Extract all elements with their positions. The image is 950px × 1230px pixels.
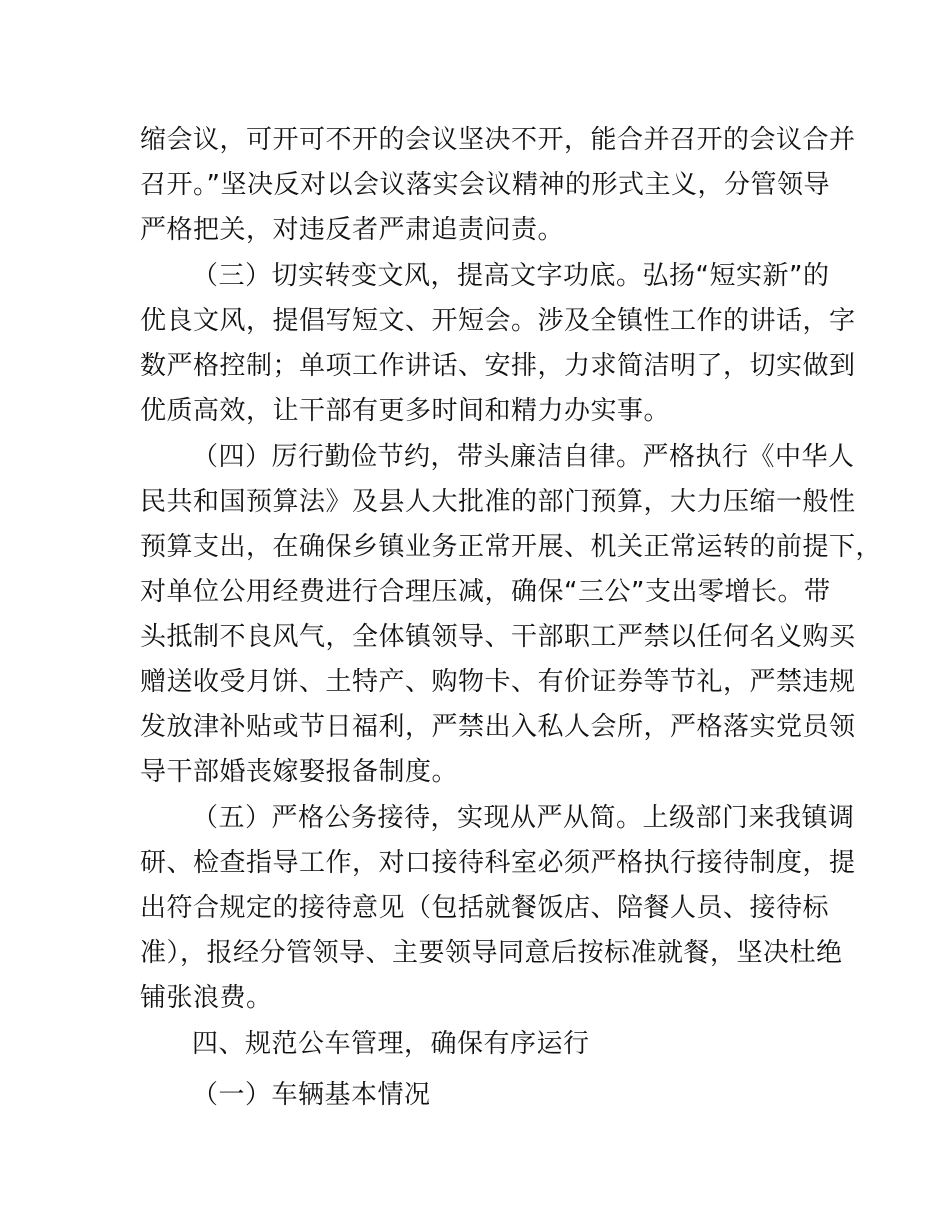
text-line: 头抵制不良风气，全体镇领导、干部职工严禁以任何名义购买 [140, 622, 856, 652]
text-line: 准），报经分管领导、主要领导同意后按标准就餐，坚决杜绝 [140, 938, 843, 968]
text-line: 数严格控制；单项工作讲话、安排，力求简洁明了，切实做到 [140, 351, 856, 381]
text-line: 民共和国预算法》及县人大批准的部门预算，大力压缩一般性 [140, 487, 856, 517]
text-line: 预算支出，在确保乡镇业务正常开展、机关正常运转的前提下， [140, 532, 883, 562]
text-line: 赠送收受月饼、土特产、购物卡、有价证券等节礼，严禁违规 [140, 667, 856, 697]
text-line: 研、检查指导工作，对口接待科室必须严格执行接待制度，提 [140, 848, 856, 878]
text-line: 缩会议，可开可不开的会议坚决不开，能合并召开的会议合并 [140, 125, 856, 155]
paragraph-start-line: （四）厉行勤俭节约，带头廉洁自律。严格执行《中华人 [192, 442, 855, 472]
paragraph-start-line: （五）严格公务接待，实现从严从简。上级部门来我镇调 [192, 803, 855, 833]
text-line: 严格把关，对违反者严肃追责问责。 [140, 215, 565, 245]
text-line: 出符合规定的接待意见（包括就餐饭店、陪餐人员、接待标 [140, 893, 830, 923]
text-line: 召开。”坚决反对以会议落实会议精神的形式主义，分管领导 [140, 170, 830, 200]
text-line: 优良文风，提倡写短文、开短会。涉及全镇性工作的讲话，字 [140, 306, 856, 336]
text-line: 发放津补贴或节日福利，严禁出入私人会所，严格落实党员领 [140, 712, 856, 742]
section-heading: 四、规范公车管理，确保有序运行 [192, 1029, 590, 1059]
subsection-heading: （一）车辆基本情况 [192, 1080, 431, 1110]
paragraph-start-line: （三）切实转变文风，提高文字功底。弘扬“短实新”的 [192, 261, 830, 291]
text-line: 铺张浪费。 [140, 983, 273, 1013]
text-line: 优质高效，让干部有更多时间和精力办实事。 [140, 396, 671, 426]
text-line: 对单位公用经费进行合理压减，确保“三公”支出零增长。带 [140, 577, 831, 607]
text-line: 导干部婚丧嫁娶报备制度。 [140, 757, 459, 787]
